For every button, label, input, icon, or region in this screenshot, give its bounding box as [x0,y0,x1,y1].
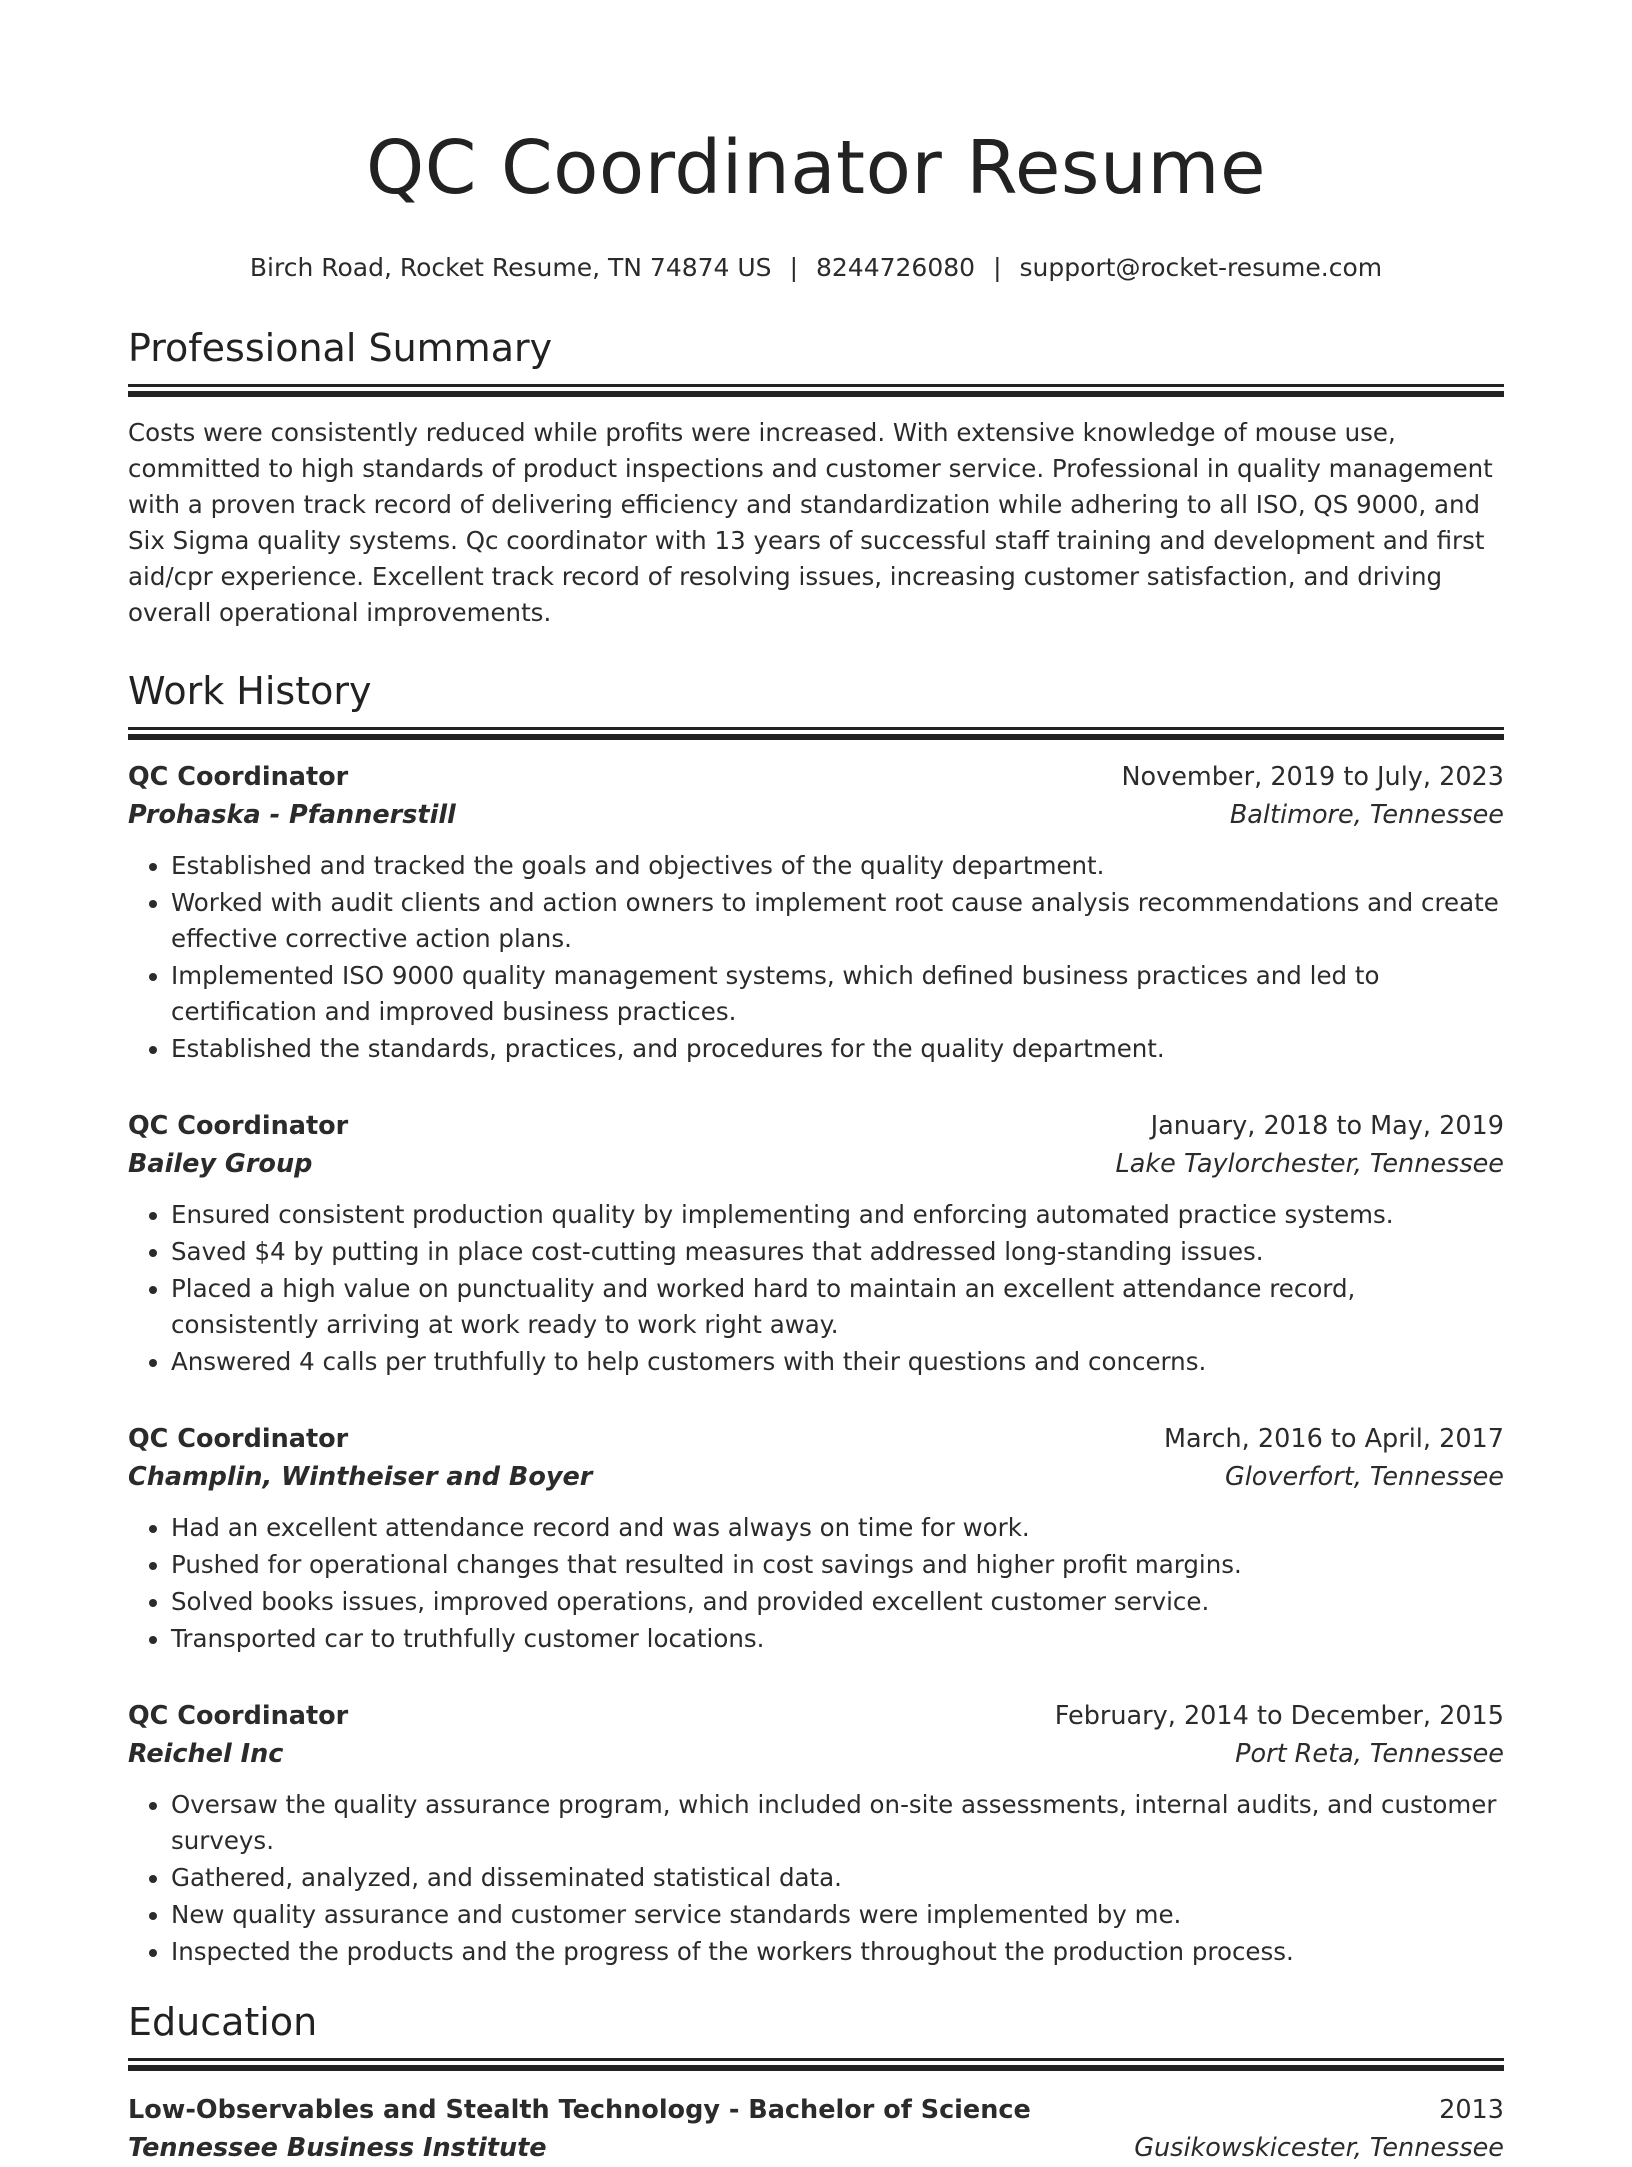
job-dates: March, 2016 to April, 2017 [1163,1424,1504,1454]
job-dates: January, 2018 to May, 2019 [1150,1111,1504,1141]
job-title: QC Coordinator [128,762,349,792]
job-location: Port Reta, Tennessee [1235,1739,1504,1769]
job-bullets [128,1197,1504,1380]
work-history-section [128,667,1504,1970]
job-bullets [128,1787,1504,1970]
job-dates: February, 2014 to December, 2015 [1054,1701,1504,1731]
list-item: • Ensured consistent production quality by implementing and enforcing automated practice systems. [171,1197,1504,1233]
education-location: Gusikowskicester, Tennessee [1134,2133,1504,2163]
section-divider [128,727,1504,740]
job-entry [128,1107,1504,1380]
contact-phone: 8244726080 [816,253,976,282]
job-entry [128,1697,1504,1970]
job-subheader [128,1145,1504,1183]
list-item: • Implemented ISO 9000 quality management systems, which defined business practices and led to certification and improved business practices. [171,958,1504,1030]
list-item: • Had an excellent attendance record and was always on time for work. [171,1510,1504,1546]
list-item: • Established the standards, practices, and procedures for the quality department. [171,1031,1504,1067]
section-divider [128,2058,1504,2071]
job-subheader [128,1735,1504,1773]
list-item: • Oversaw the quality assurance program, which included on-site assessments, internal audits, and customer surveys. [171,1787,1504,1859]
job-header [128,1420,1504,1458]
list-item: • Saved $4 by putting in place cost-cutting measures that addressed long-standing issues. [171,1234,1504,1270]
list-item: • Placed a high value on punctuality and worked hard to maintain an excellent attendance record, consistently arriving at work ready to work right away. [171,1271,1504,1343]
job-company: Champlin, Wintheiser and Boyer [128,1462,593,1492]
contact-email: support@rocket-resume.com [1019,253,1383,282]
summary-text: Costs were consistently reduced while profits were increased. With extensive knowledge of mouse use, committed to high standards of product inspections and customer service. Professional in quality management with a proven track record of delivering efficiency and standardization while adhering to all ISO, QS 9000, and Six Sigma quality systems. Qc coordinator with 13 years of successful staff training and development and first aid/cpr experience. Excellent track record of resolving issues, increasing customer satisfaction, and driving overall operational improvements. [128,418,1493,627]
job-location: Baltimore, Tennessee [1229,800,1504,830]
education-header [128,2091,1504,2129]
job-title: QC Coordinator [128,1701,349,1731]
job-header [128,758,1504,796]
contact-separator: | [789,253,798,282]
summary-section [128,324,1504,631]
summary-heading: Professional Summary [128,326,553,370]
job-title: QC Coordinator [128,1424,349,1454]
job-company: Bailey Group [128,1149,313,1179]
education-year: 2013 [1439,2095,1504,2125]
job-company: Reichel Inc [128,1739,284,1769]
job-title: QC Coordinator [128,1111,349,1141]
contact-address: Birch Road, Rocket Resume, TN 74874 US [249,253,772,282]
resume-title: QC Coordinator Resume [366,125,1266,211]
job-company: Prohaska - Pfannerstill [128,800,456,830]
job-bullets [128,848,1504,1067]
job-header [128,1697,1504,1735]
list-item: • Pushed for operational changes that resulted in cost savings and higher profit margins. [171,1547,1504,1583]
education-subheader [128,2129,1504,2167]
job-subheader [128,796,1504,834]
contact-line [128,252,1504,284]
job-subheader [128,1458,1504,1496]
list-item: • Worked with audit clients and action owners to implement root cause analysis recommendations and create effective corrective action plans. [171,885,1504,957]
work-history-heading: Work History [128,669,372,713]
education-heading: Education [128,2000,318,2044]
list-item: • Solved books issues, improved operations, and provided excellent customer service. [171,1584,1504,1620]
job-location: Lake Taylorchester, Tennessee [1115,1149,1504,1179]
job-dates: November, 2019 to July, 2023 [1121,762,1504,792]
job-location: Gloverfort, Tennessee [1224,1462,1504,1492]
job-entry [128,758,1504,1067]
list-item: • Established and tracked the goals and objectives of the quality department. [171,848,1504,884]
section-divider [128,384,1504,397]
list-item: • Inspected the products and the progress of the workers throughout the production process. [171,1934,1504,1970]
job-bullets [128,1510,1504,1657]
job-header [128,1107,1504,1145]
education-section [128,1998,1504,2167]
job-entry [128,1420,1504,1657]
contact-separator: | [993,253,1002,282]
list-item: • Answered 4 calls per truthfully to help customers with their questions and concerns. [171,1344,1504,1380]
list-item: • Gathered, analyzed, and disseminated statistical data. [171,1860,1504,1896]
education-entry [128,2091,1504,2167]
list-item: • Transported car to truthfully customer locations. [171,1621,1504,1657]
education-school: Tennessee Business Institute [128,2133,547,2163]
education-degree: Low-Observables and Stealth Technology - Bachelor of Science [128,2095,1031,2125]
list-item: • New quality assurance and customer service standards were implemented by me. [171,1897,1504,1933]
